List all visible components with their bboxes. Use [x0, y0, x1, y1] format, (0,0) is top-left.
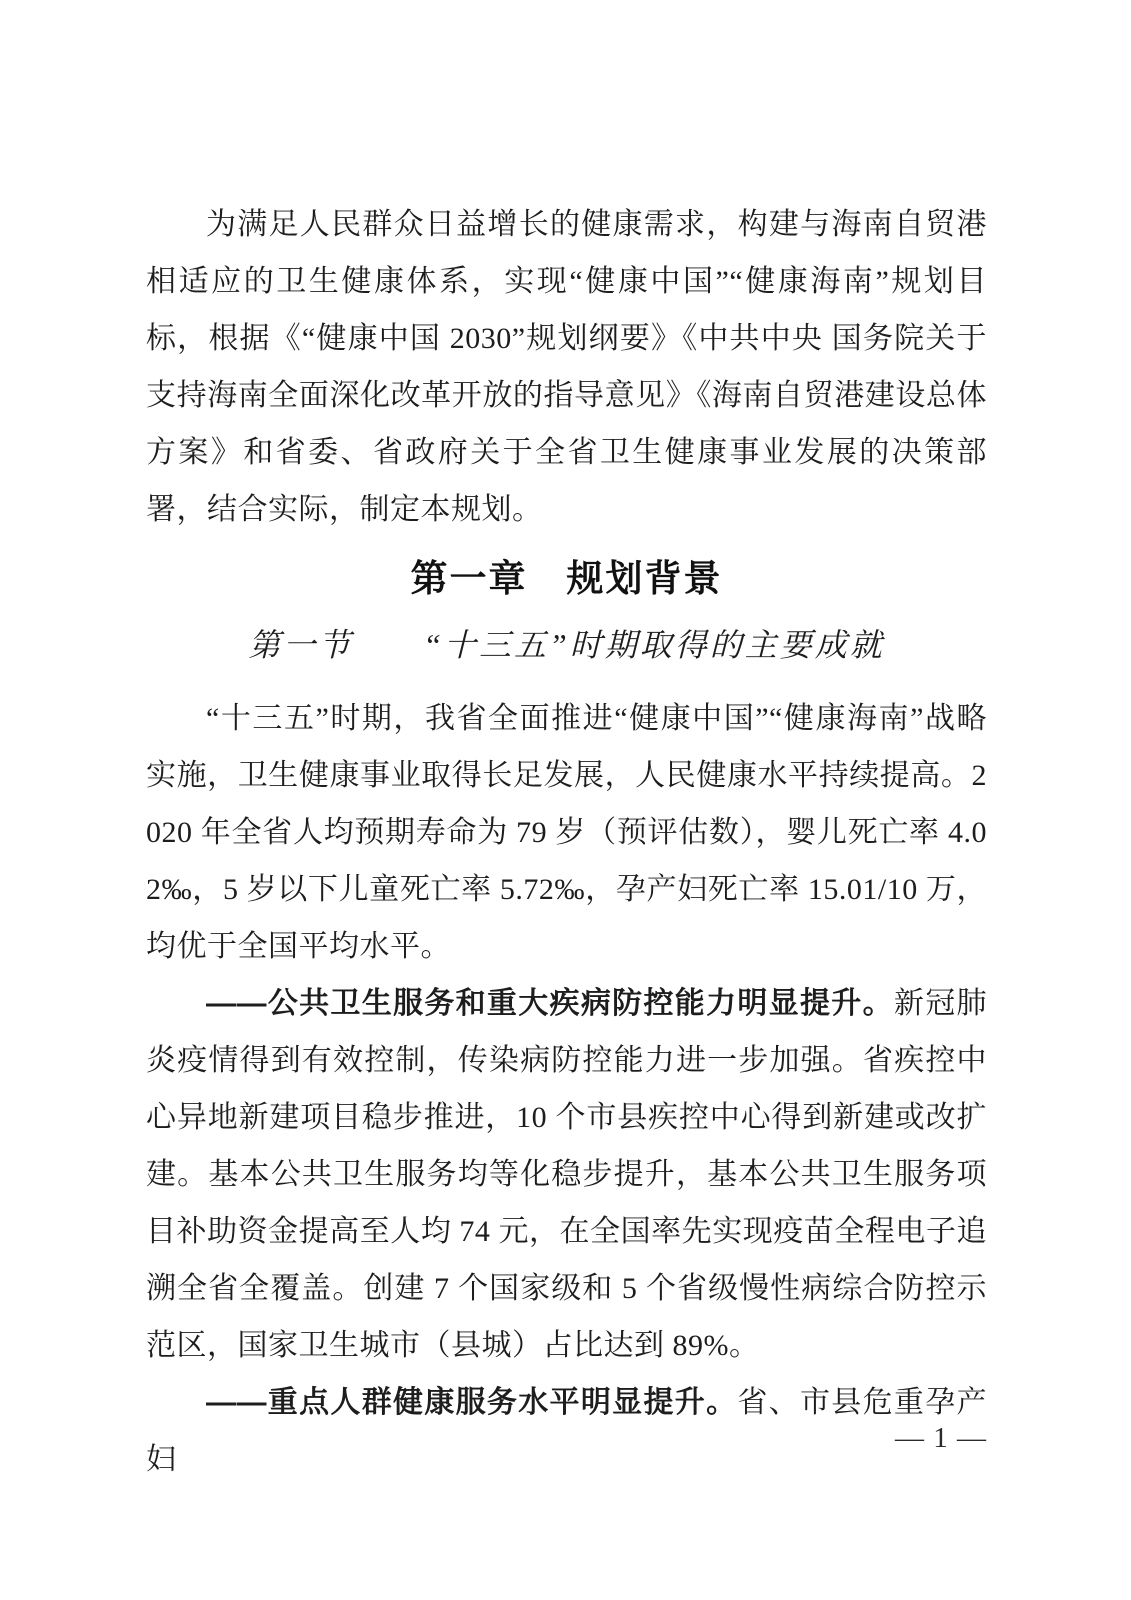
section-heading: 第一节 “十三五”时期取得的主要成就: [248, 627, 885, 663]
intro-paragraph: 为满足人民群众日益增长的健康需求，构建与海南自贸港相适应的卫生健康体系，实现“健康中国”“健康海南”规划目标，根据《“健康中国 2030”规划纲要》《中共中央 国务院关于支持海南全面深化改革开放的指导意见》《海南自贸港建设总体方案》和省委、省政府关于全省卫生健康事业发展的决策部署，结合实际，制定本规划。: [146, 208, 987, 526]
body-paragraph-2-lead: ——公共卫生服务和重大疾病防控能力明显提升。: [206, 987, 894, 1020]
body-paragraph-3-text: 省、市县危重孕产妇: [146, 1386, 988, 1476]
body-paragraph-2-text: 新冠肺炎疫情得到有效控制，传染病防控能力进一步加强。省疾控中心异地新建项目稳步推进，10 个市县疾控中心得到新建或改扩建。基本公共卫生服务均等化稳步提升，基本公共卫生服务项目补助资金提高至人均 74 元，在全国率先实现疫苗全程电子追溯全省全覆盖。创建 7 个国家级和 5 个省级慢性病综合防控示范区，国家卫生城市（县城）占比达到 89%。: [146, 987, 987, 1362]
chapter-heading: 第一章 规划背景: [410, 558, 723, 599]
body-paragraph-3: [146, 1374, 987, 1488]
body-paragraph-1-text: “十三五”时期，我省全面推进“健康中国”“健康海南”战略实施，卫生健康事业取得长足发展，人民健康水平持续提高。2020 年全省人均预期寿命为 79 岁（预评估数），婴儿死亡率 4.02‰，5 岁以下儿童死亡率 5.72‰，孕产妇死亡率 15.01/10 万，均优于全国平均水平。: [146, 702, 987, 963]
page-content: [146, 196, 987, 1488]
page-number: — 1 —: [895, 1422, 987, 1454]
body-paragraph-3-lead: ——重点人群健康服务水平明显提升。: [206, 1386, 738, 1419]
body-paragraph-1: [146, 690, 987, 975]
body-paragraph-2: [146, 975, 987, 1374]
